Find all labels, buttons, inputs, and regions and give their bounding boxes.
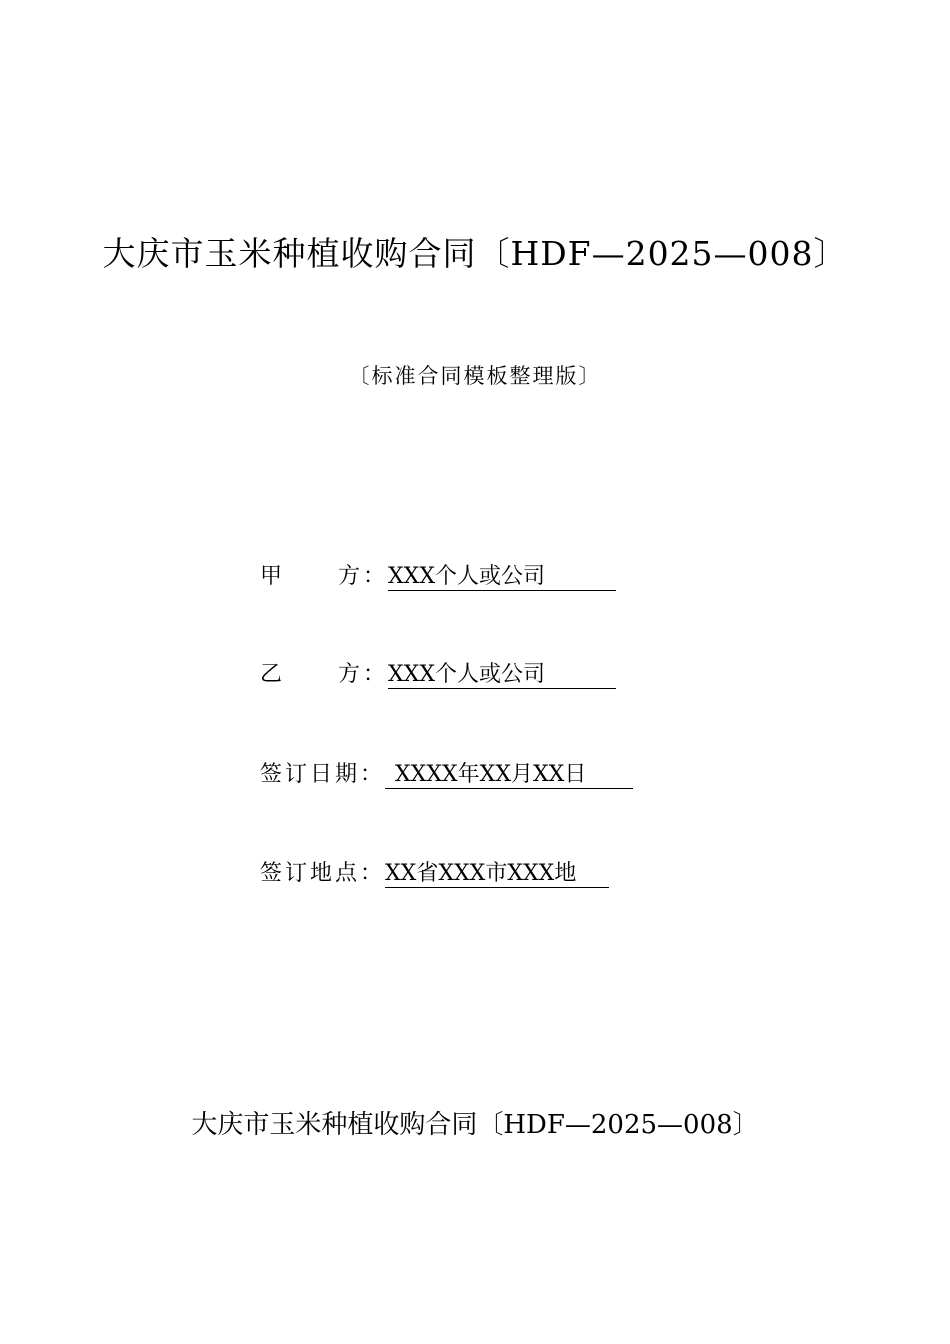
signing-place-field: [260, 857, 609, 891]
signing-place-label: 签订地点：: [260, 861, 386, 886]
party-a-value: XXX个人或公司: [388, 564, 616, 591]
signing-place-value: XX省XXX市XXX地: [385, 861, 609, 888]
party-a-label-first: 甲: [260, 564, 286, 589]
party-b-value: XXX个人或公司: [388, 662, 616, 689]
footer-title: 大庆市玉米种植收购合同〔HDF—2025—008〕: [191, 1110, 759, 1140]
party-a-label-last: 方：: [338, 564, 389, 589]
contract-title: 大庆市玉米种植收购合同〔HDF—2025—008〕: [102, 234, 848, 273]
party-b-label-first: 乙: [260, 662, 286, 687]
contract-subtitle: 〔标准合同模板整理版〕: [348, 364, 602, 388]
party-b-label-last: 方：: [338, 662, 389, 687]
party-b-label: [260, 658, 388, 692]
party-b-field: [260, 658, 616, 692]
party-a-label: [260, 560, 388, 594]
party-a-field: [260, 560, 616, 594]
signing-date-value: XXXX年XX月XX日: [385, 762, 633, 789]
signing-date-label: 签订日期：: [260, 762, 386, 787]
signing-date-field: [260, 758, 633, 792]
